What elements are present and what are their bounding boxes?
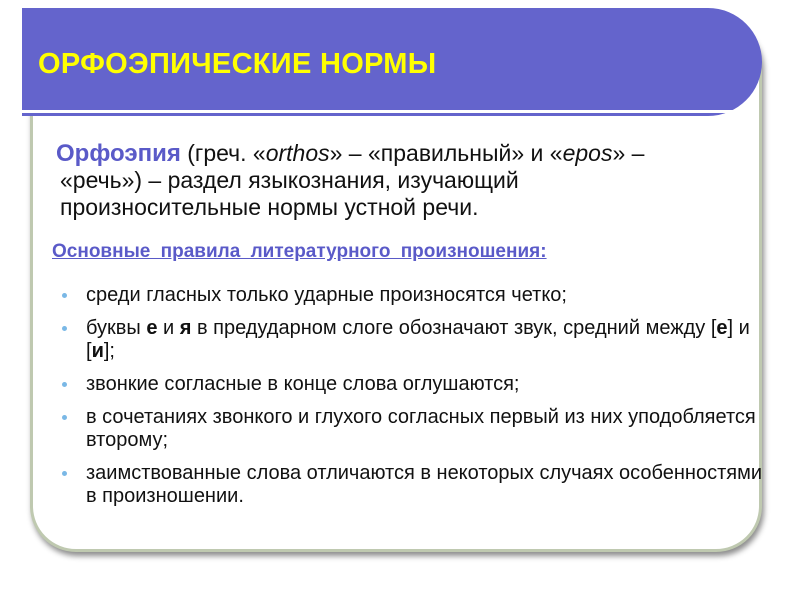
slide-title: ОРФОЭПИЧЕСКИЕ НОРМЫ [38, 48, 437, 80]
rule-text: и [157, 317, 180, 339]
banner-divider [22, 110, 738, 113]
definition-line-3: произносительные нормы устной речи. [60, 194, 479, 220]
rule-text: звонкие согласные в конце слова оглушаются; [86, 373, 520, 395]
list-item [60, 317, 772, 363]
list-item [60, 462, 772, 508]
bullet-icon [62, 415, 67, 420]
definition-line-2: «речь») – раздел языкознания, изучающий [60, 167, 519, 193]
bullet-icon [62, 382, 67, 387]
list-item [60, 406, 772, 452]
definition-orthos: orthos [265, 140, 330, 166]
rules-heading: Основные правила литературного произношения: [52, 241, 547, 262]
rule-letter-e: е [146, 317, 158, 339]
rule-text: ] и [ [86, 317, 750, 362]
bullet-icon [62, 471, 67, 476]
rule-letter-ya: я [179, 317, 192, 339]
rule-sound-e: е [716, 317, 728, 339]
definition-text-3: » – [612, 140, 645, 166]
bullet-icon [62, 326, 67, 331]
rules-list [60, 284, 772, 518]
rule-text: в сочетаниях звонкого и глухого согласных первый из них уподобляется второму; [86, 406, 756, 451]
rule-sound-i: и [91, 340, 104, 362]
definition-epos: epos [562, 140, 613, 166]
rule-text: ]; [103, 340, 115, 362]
rule-text: буквы [86, 317, 147, 339]
definition-term: Орфоэпия [56, 140, 181, 167]
rule-text: заимствованные слова отличаются в некоторых случаях особенностями в произношении. [86, 462, 763, 507]
rule-text: среди гласных только ударные произносятся четко; [86, 284, 567, 306]
definition-text-2: » – «правильный» и « [329, 140, 563, 166]
list-item [60, 284, 772, 307]
definition-paragraph [56, 140, 760, 221]
list-item [60, 373, 772, 396]
rule-text: в предударном слоге обозначают звук, средний между [ [191, 317, 717, 339]
bullet-icon [62, 293, 67, 298]
definition-text-1: (греч. « [180, 140, 266, 166]
